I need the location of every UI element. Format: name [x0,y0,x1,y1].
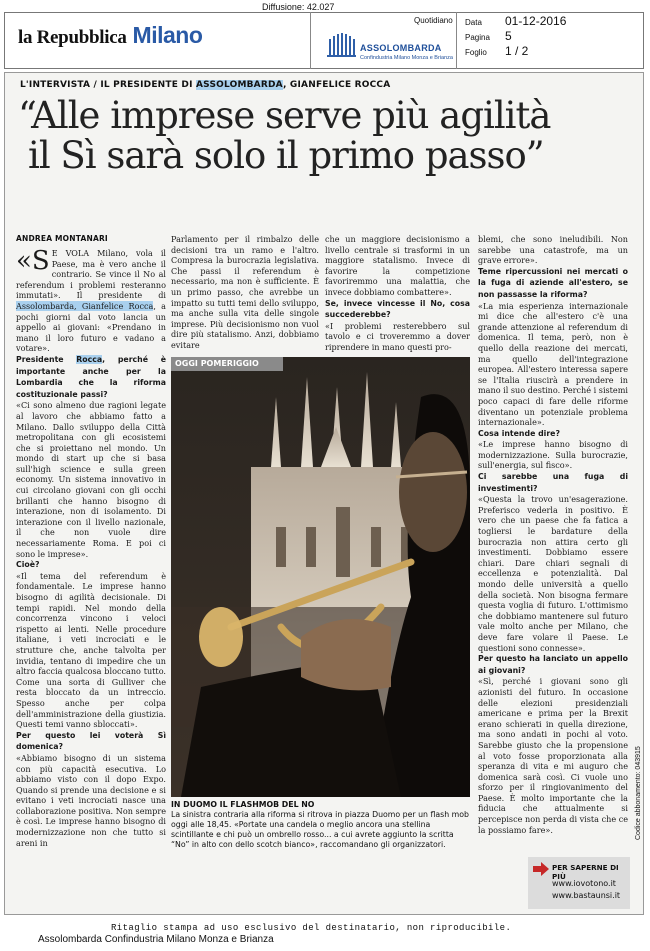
masthead-milano: Milano [132,22,203,48]
assolombarda-subtitle: Confindustria Milano Monza e Brianza [360,55,453,61]
client-name: Assolombarda Confindustria Milano Monza e Brianza [38,934,274,945]
answer: Parlamento per il rimbalzo delle decisioni tra un ramo e l'altro. Compresa la burocrazia legislativa. Che passi il referendum è necessario, ma non è sufficiente. È un primo passo, che avrebbe un impatto su tutti temi dello sviluppo, ma anche sulla vita delle singole imprese. Più decisionismo non vuol dire più statalismo. Anzi, dobbiamo evitare [171,234,319,350]
kicker-part: , GIANFELICE ROCCA [282,80,391,90]
date-value: 01-12-2016 [505,14,567,28]
article-kicker [20,80,390,90]
header-divider [310,12,311,69]
question: Per questo ha lanciato un appello ai giovani? [478,654,628,675]
article-column-1 [16,248,166,848]
promo-link[interactable]: www.iovotono.it [552,879,616,888]
text-run: E VOLA Milano, vola il Paese, ma è vero anche il contrario. Se vince il No al referendum i problemi resteranno immutati». Il presidente di [16,248,166,301]
answer: «Il tema del referendum è fondamentale. Le imprese hanno bisogno di agilità decisionale. Di tempi rapidi. Nel mondo della concorrenza vincono i veloci rispetto ai lenti. Nelle procedure italiane, i veti incrociati e le strutture che, anche talvolta per invidia, tentano di impedire che un altro faccia qualcosa bloccano tutto. Come una sorta di Gulliver che resta bloccato da un intreccio. Spesso anche per colpa dell'amministrazione della giustizia. Questi temi vanno sbloccati». [16,570,166,730]
question [16,354,166,400]
answer: che un maggiore decisionismo a livello centrale si trasformi in un maggiore statalismo. Invece di favorire la competizione favoriremmo una malattia, che invece dobbiamo combattere». [325,234,470,297]
sheet-value: 1 / 2 [505,44,529,58]
answer: «La mia esperienza internazionale mi dice che all'estero c'è una grande attenzione al referendum di domenica. Il tema, però, non è quello della reazione dei mercati, ma quello dell'integrazione europea. All'estero interessa sapere se l'Italia riuscirà a prendere in mano il suo destino. Perché i sistemi poco capaci di fare delle riforme diventano un potenziale problema internazionale». [478,300,628,428]
answer: «Ci sono almeno due ragioni legate al lavoro che abbiamo fatto a Milano. Dallo sviluppo della Città metropolitana con gli ecosistemi che si proiettano nel mondo. Un mondo di start up che si basa sull'high science e sulla green economy. Un sistema innovativo in cui circolano giovani con gli occhi brillanti che hanno bisogno di interazione, non di isolamento. Di interazione con il livello nazionale, il che non vuole dire necessariamente Roma. E poi ci sono le imprese». [16,400,166,559]
answer: «Questa la trovo un'esagerazione. Preferisco vederla in positivo. È vero che un paese che fa fatica a togliersi le bardature della burocrazia non attira certo gli investimenti. Dobbiamo essere chiari. Dare chiari segnali di eccellenza e potenzialità. Dal mondo delle università a quello della società. Non bisogna fermare questa voglia di futuro. L'ottimismo che dobbiamo mantenere sul futuro vale molto anche per Milano, che deve fare volare il Paese. Le questioni sono connesse». [478,494,628,653]
promo-title: PER SAPERNE DI PIÙ [552,863,619,881]
trumpet-player-duomo-photo [171,357,470,797]
question: Per questo lei voterà Sì domenica? [16,730,166,752]
sheet-label: Foglio [465,48,487,57]
question: Cosa intende dire? [478,428,560,438]
subscription-code: Codice abbonamento: 043915 [635,746,642,840]
text-run: , a pochi giorni dal voto lancia un appello ai giovani: «Prendano in mano il loro futuro e vadano a votare». [16,300,166,354]
article-photo [171,357,470,797]
drop-cap: «S [16,246,50,276]
answer: «Le imprese hanno bisogno di modernizzazione. Sulla burocrazie, sull'energia, sul fisco». [478,439,628,471]
text-run: Presidente [16,354,77,364]
paragraph [16,248,166,354]
text-run: , perché è importante anche per la Lombardia che la riforma costituzionale passi? [16,354,166,399]
per-saperne-di-piu-box [528,857,630,909]
caption-title: IN DUOMO IL FLASHMOB DEL NO [171,800,315,809]
photo-caption [171,800,470,850]
highlight-name: Assolombarda, Gianfelice Rocca [16,300,154,311]
arrow-right-icon [533,862,549,876]
headline-line-2: il Sì sarà solo il primo passo” [28,134,544,177]
article-column-2 [171,234,319,351]
headline-line-1: “Alle imprese serve più agilità [18,94,551,137]
caption-text: La sinistra contraria alla riforma si ritrova in piazza Duomo per un flash mob oggi alle 18,45. «Portate una candela o meglio ancora una stellina scintillante e chi può un ombrello rosso... a cui avrete aggiunto la scritta “No” in alto con dello scotch bianco», raccomandano gli organizzatori. [171,810,469,849]
clipping-disclaimer: Ritaglio stampa ad uso esclusivo del destinatario, non riproducibile. [111,923,512,933]
answer: blemi, che sono ineludibili. Non sarebbe una catastrofe, ma un grave errore». [478,234,628,266]
quotidiano-label: Quotidiano [414,16,453,25]
assolombarda-logo-icon [326,31,356,59]
question: Teme ripercussioni nei mercati o la fuga di aziende all'estero, se non passasse la riforma? [478,266,628,299]
header-divider [456,12,457,69]
assolombarda-name: ASSOLOMBARDA [360,43,442,53]
answer: «Abbiamo bisogno di un sistema con più capacità esecutiva. Lo abbiamo visto con il dopo Expo. Quando si prende una decisione e si evitano i veti incrociati nasce una collaborazione positiva. Non sempre è così. Le imprese hanno bisogno di modernizzazione non che tutto si areni in [16,752,166,848]
photo-label: OGGI POMERIGGIO [171,357,283,371]
masthead-repubblica: la Repubblica [18,27,127,48]
highlight-name: Rocca [76,354,103,364]
article-headline [18,96,628,176]
page-label: Pagina [465,33,490,42]
diffusione-label: Diffusione: 42.027 [262,2,335,12]
kicker-highlight: ASSOLOMBARDA [196,80,283,90]
byline: ANDREA MONTANARI [16,234,108,243]
page-value: 5 [505,29,512,43]
answer: «I problemi resterebbero sul tavolo e ci troveremmo a dover riprendere in mano questi pro- [325,320,470,352]
article-column-3 [325,234,470,353]
question: Se, invece vincesse il No, cosa succederebbe? [325,298,470,320]
question: Cioè? [16,560,40,570]
date-label: Data [465,18,482,27]
promo-link[interactable]: www.bastaunsi.it [552,891,621,900]
kicker-part: L'INTERVISTA / IL PRESIDENTE DI [20,80,196,90]
masthead [18,22,202,49]
article-column-4 [478,234,628,835]
question: Ci sarebbe una fuga di investimenti? [478,472,628,493]
answer: «Sì, perché i giovani sono gli azionisti del futuro. In occasione delle elezioni presidenziali americane e prima per la Brexit erano schierati in quella direzione, ma sono andati in pochi al voto. Sarebbe giusto che la propensione al voto fosse proporzionata alla speranza di vita e mi auguro che domenica sarà così. Ci vuole uno sforzo per il ringiovanimento del Paese. È molto importante che la fiducia che attualmente si percepisce non perda di vista che ce la possiamo fare». [478,676,629,835]
